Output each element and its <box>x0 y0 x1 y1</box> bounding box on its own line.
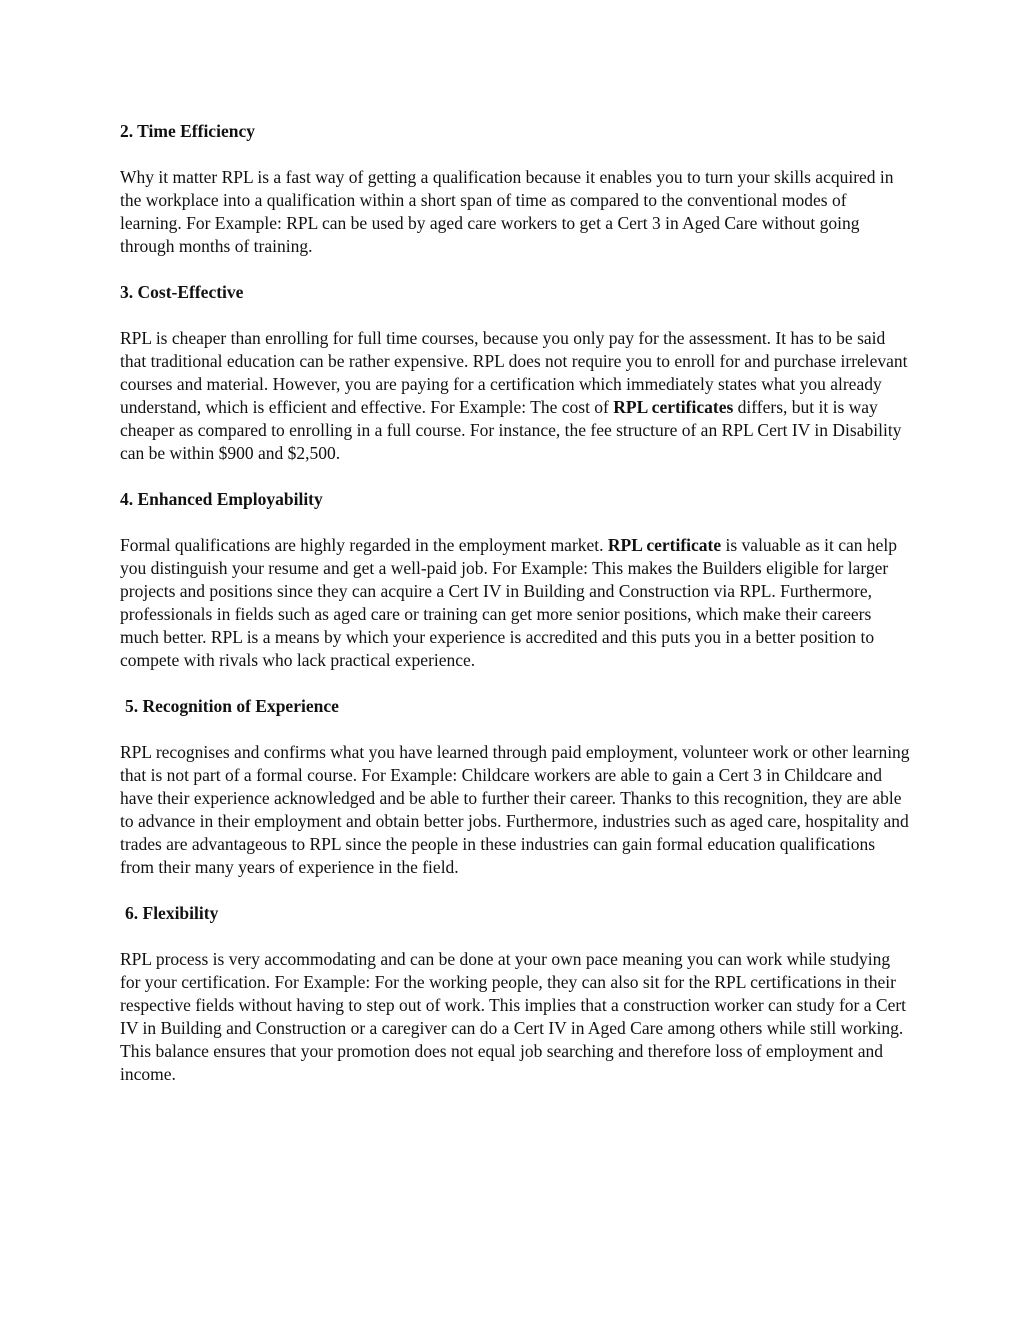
paragraph-text: differs, but it is way cheaper as compared to enrolling in a full course. For instance, the fee structure of an RPL Cert IV in Disability can be within $900 and $2,500. <box>120 397 902 463</box>
heading-enhanced-employability: 4. Enhanced Employability <box>120 489 323 509</box>
paragraph-enhanced-employability <box>120 534 910 672</box>
paragraph-flexibility: RPL process is very accommodating and can be done at your own pace meaning you can work while studying for your certification. For Example: For the working people, they can also sit for the RPL certifications in their respective fields without having to step out of work. This implies that a construction worker can study for a Cert IV in Building and Construction or a caregiver can do a Cert IV in Aged Care among others while still working. This balance ensures that your promotion does not equal job searching and therefore loss of employment and income. <box>120 949 907 1084</box>
paragraph-cost-effective <box>120 327 910 465</box>
heading-time-efficiency: 2. Time Efficiency <box>120 121 255 141</box>
bold-term-rpl-certificate: RPL certificate <box>607 535 722 555</box>
heading-flexibility: 6. Flexibility <box>125 903 219 923</box>
paragraph-text: is valuable as it can help you distinguish your resume and get a well-paid job. For Example: This makes the Builders eligible for larger projects and positions since they can acquire a Cert IV in Building and Construction via RPL. Furthermore, professionals in fields such as aged care or training can get more senior positions, which make their careers much better. RPL is a means by which your experience is accredited and this puts you in a better position to compete with rivals who lack practical experience. <box>120 535 898 670</box>
paragraph-text: RPL is cheaper than enrolling for full time courses, because you only pay for the assessment. It has to be said that traditional education can be rather expensive. RPL does not require you to enroll for and purchase irrelevant courses and material. However, you are paying for a certification which immediately states what you already understand, which is efficient and effective. For Example: The cost of <box>120 328 908 417</box>
paragraph-recognition-of-experience: RPL recognises and confirms what you have learned through paid employment, volunteer work or other learning that is not part of a formal course. For Example: Childcare workers are able to gain a Cert 3 in Childcare and have their experience acknowledged and be able to further their career. Thanks to this recognition, they are able to advance in their employment and obtain better jobs. Furthermore, industries such as aged care, hospitality and trades are advantageous to RPL since the people in these industries can gain formal education qualifications from their many years of experience in the field. <box>120 742 910 877</box>
heading-recognition-of-experience: 5. Recognition of Experience <box>125 696 339 716</box>
document-page <box>120 120 910 1109</box>
paragraph-time-efficiency: Why it matter RPL is a fast way of getting a qualification because it enables you to turn your skills acquired in the workplace into a qualification within a short span of time as compared to the conventional modes of learning. For Example: RPL can be used by aged care workers to get a Cert 3 in Aged Care without going through months of training. <box>120 167 894 256</box>
bold-term-rpl-certificates: RPL certificates <box>613 397 734 417</box>
heading-cost-effective: 3. Cost-Effective <box>120 282 244 302</box>
paragraph-text: Formal qualifications are highly regarded in the employment market. <box>120 535 608 555</box>
